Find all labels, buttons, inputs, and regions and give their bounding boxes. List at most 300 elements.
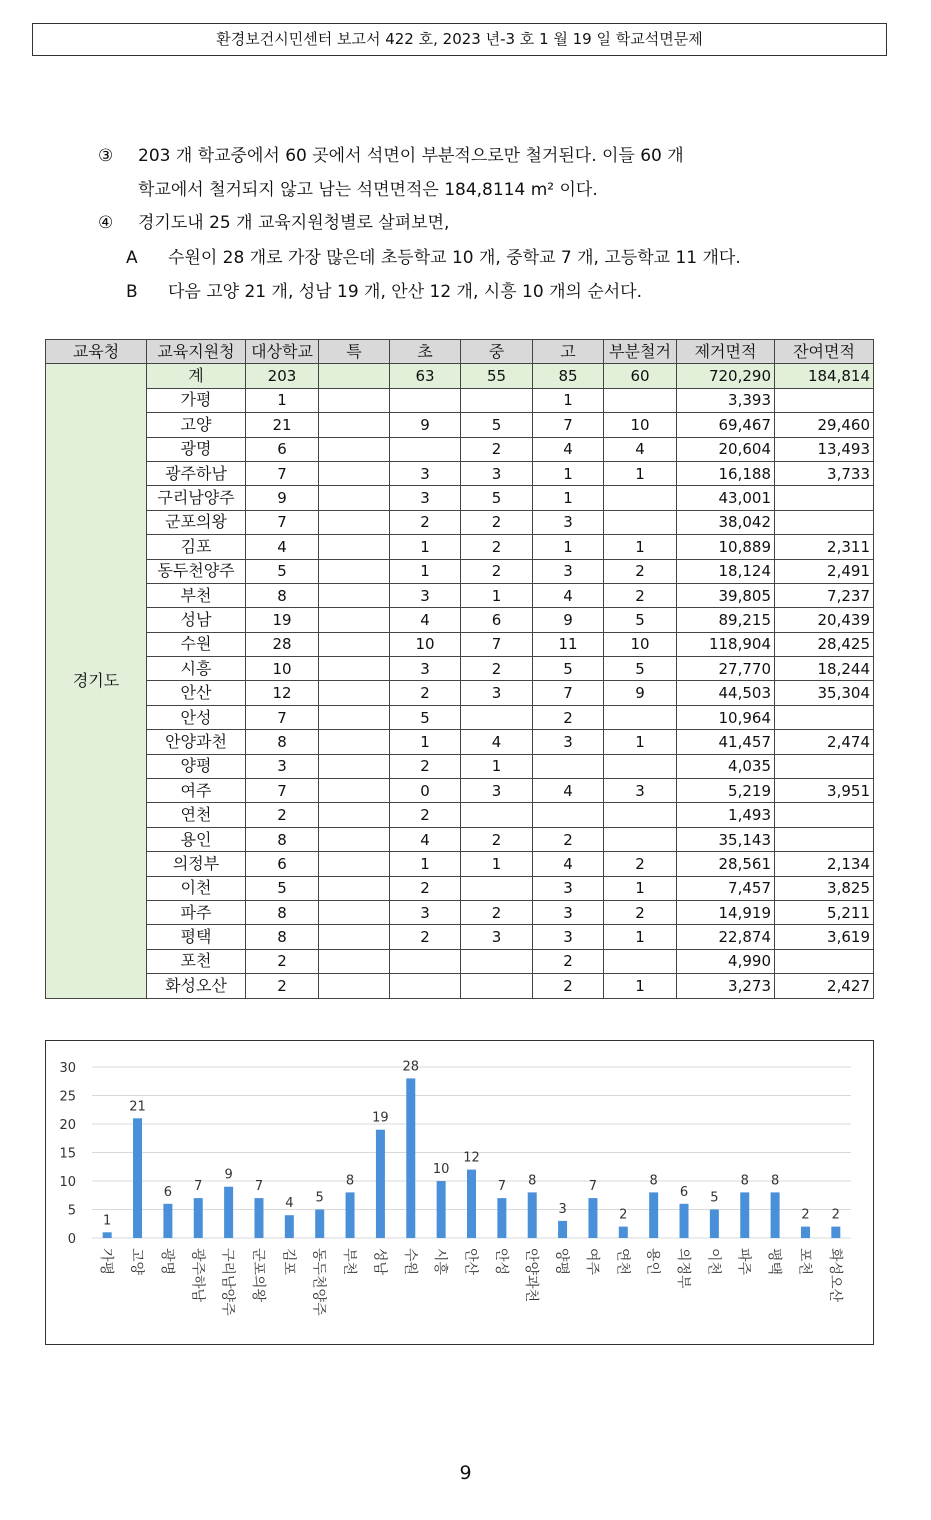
table-row xyxy=(46,705,874,729)
table-cell: 4,035 xyxy=(677,754,775,778)
table-row xyxy=(46,779,874,803)
table-cell xyxy=(319,900,390,924)
x-category-label: 김포 xyxy=(280,1248,297,1276)
table-row xyxy=(46,754,874,778)
x-category-label: 평택 xyxy=(766,1248,783,1276)
table-cell xyxy=(319,852,390,876)
bar-value-label: 12 xyxy=(463,1150,480,1166)
table-cell xyxy=(775,388,874,412)
table-cell: 2 xyxy=(533,827,604,851)
table-cell: 4 xyxy=(604,437,677,461)
table-cell xyxy=(319,876,390,900)
table-cell: 85 xyxy=(533,364,604,388)
district-name: 구리남양주 xyxy=(147,486,246,510)
table-cell: 3 xyxy=(533,900,604,924)
table-cell: 5 xyxy=(390,705,461,729)
table-cell: 10 xyxy=(390,632,461,656)
table-cell: 4 xyxy=(390,827,461,851)
table-cell xyxy=(319,486,390,510)
table-row xyxy=(46,974,874,998)
district-name: 여주 xyxy=(147,779,246,803)
table-cell xyxy=(390,949,461,973)
district-name: 광주하남 xyxy=(147,461,246,485)
table-cell xyxy=(390,974,461,998)
bar-value-label: 8 xyxy=(528,1173,537,1189)
table-cell xyxy=(461,949,533,973)
table-cell: 2 xyxy=(390,510,461,534)
bar-value-label: 19 xyxy=(372,1110,389,1126)
district-name: 부천 xyxy=(147,583,246,607)
table-cell xyxy=(461,388,533,412)
table-cell: 5 xyxy=(246,876,319,900)
bar xyxy=(680,1204,689,1238)
bar-value-label: 4 xyxy=(285,1196,294,1212)
table-cell xyxy=(319,535,390,559)
table-cell: 18,244 xyxy=(775,657,874,681)
table-cell: 184,814 xyxy=(775,364,874,388)
table-cell xyxy=(319,925,390,949)
district-name: 이천 xyxy=(147,876,246,900)
x-category-label: 화성오산 xyxy=(826,1248,843,1303)
table-cell: 1 xyxy=(604,535,677,559)
table-cell xyxy=(319,681,390,705)
table-cell xyxy=(461,803,533,827)
table-cell xyxy=(533,803,604,827)
table-cell: 12 xyxy=(246,681,319,705)
table-cell: 1 xyxy=(390,535,461,559)
bar xyxy=(771,1192,780,1238)
bar xyxy=(133,1118,142,1238)
table-cell xyxy=(775,949,874,973)
x-category-label: 양평 xyxy=(553,1248,570,1276)
table-cell xyxy=(319,657,390,681)
bar-value-label: 2 xyxy=(619,1207,628,1223)
table-cell: 1 xyxy=(533,461,604,485)
table-cell xyxy=(319,583,390,607)
table-cell: 2 xyxy=(533,974,604,998)
table-cell xyxy=(319,730,390,754)
table-cell: 5,219 xyxy=(677,779,775,803)
table-cell: 5,211 xyxy=(775,900,874,924)
table-cell: 7 xyxy=(246,510,319,534)
district-name: 가평 xyxy=(147,388,246,412)
table-cell: 3,825 xyxy=(775,876,874,900)
table-cell: 4 xyxy=(461,730,533,754)
bar xyxy=(285,1215,294,1238)
table-row xyxy=(46,681,874,705)
district-name: 동두천양주 xyxy=(147,559,246,583)
column-header: 초 xyxy=(390,340,461,364)
district-name: 평택 xyxy=(147,925,246,949)
table-cell: 0 xyxy=(390,779,461,803)
x-category-label: 포천 xyxy=(796,1248,813,1276)
bar xyxy=(831,1227,840,1238)
bar-value-label: 6 xyxy=(679,1184,689,1200)
table-cell: 2 xyxy=(246,974,319,998)
table-cell: 1 xyxy=(604,730,677,754)
bar xyxy=(649,1192,658,1238)
table-cell: 5 xyxy=(533,657,604,681)
table-row xyxy=(46,583,874,607)
table-row xyxy=(46,437,874,461)
schools-table xyxy=(45,339,874,999)
item-4-marker: ④ xyxy=(98,213,114,233)
table-cell: 203 xyxy=(246,364,319,388)
bar xyxy=(528,1192,537,1238)
bar xyxy=(558,1221,567,1238)
item-3-line-1: ③ 203 개 학교중에서 60 곳에서 석면이 부분적으로만 철거된다. 이들 60 개 xyxy=(98,146,684,166)
table-row xyxy=(46,852,874,876)
x-category-label: 가평 xyxy=(98,1248,115,1276)
table-cell: 3,393 xyxy=(677,388,775,412)
table-cell xyxy=(319,364,390,388)
table-cell: 4 xyxy=(533,852,604,876)
table-cell: 18,124 xyxy=(677,559,775,583)
table-cell: 2,134 xyxy=(775,852,874,876)
y-tick-label: 0 xyxy=(67,1232,76,1247)
district-name: 수원 xyxy=(147,632,246,656)
table-cell: 22,874 xyxy=(677,925,775,949)
table-row xyxy=(46,803,874,827)
table-cell: 63 xyxy=(390,364,461,388)
table-cell xyxy=(775,803,874,827)
table-cell: 27,770 xyxy=(677,657,775,681)
table-cell: 2 xyxy=(390,876,461,900)
table-row xyxy=(46,535,874,559)
table-cell: 20,439 xyxy=(775,608,874,632)
table-cell: 16,188 xyxy=(677,461,775,485)
table-cell: 5 xyxy=(461,413,533,437)
column-header: 교육지원청 xyxy=(147,340,246,364)
table-cell: 3 xyxy=(533,925,604,949)
region-cell: 경기도 xyxy=(46,364,147,998)
table-cell: 2 xyxy=(604,583,677,607)
district-name: 계 xyxy=(147,364,246,388)
table-cell: 2 xyxy=(390,803,461,827)
district-name: 파주 xyxy=(147,900,246,924)
y-tick-label: 10 xyxy=(59,1175,76,1190)
bar-value-label: 7 xyxy=(588,1179,598,1195)
table-cell: 4 xyxy=(533,779,604,803)
bar xyxy=(619,1227,628,1238)
table-cell: 2 xyxy=(390,754,461,778)
table-cell xyxy=(319,827,390,851)
x-category-label: 이천 xyxy=(705,1248,722,1276)
x-category-label: 동두천양주 xyxy=(310,1248,327,1316)
table-cell: 11 xyxy=(533,632,604,656)
table-cell: 2 xyxy=(246,803,319,827)
bar-value-label: 7 xyxy=(497,1179,507,1195)
table-row xyxy=(46,730,874,754)
table-cell xyxy=(775,705,874,729)
bar-value-label: 8 xyxy=(345,1173,355,1189)
item-4-line: ④ 경기도내 25 개 교육지원청별로 살펴보면, xyxy=(98,213,450,233)
table-row xyxy=(46,925,874,949)
bar xyxy=(437,1181,446,1238)
bar xyxy=(346,1192,355,1238)
bar-value-label: 21 xyxy=(129,1099,146,1115)
table-cell xyxy=(319,705,390,729)
table-cell: 8 xyxy=(246,730,319,754)
table-cell: 3 xyxy=(390,657,461,681)
table-cell: 3 xyxy=(461,925,533,949)
table-cell xyxy=(319,974,390,998)
bar-value-label: 10 xyxy=(432,1162,450,1177)
table-cell xyxy=(461,876,533,900)
table-cell: 38,042 xyxy=(677,510,775,534)
table-cell: 2 xyxy=(461,437,533,461)
table-cell: 2 xyxy=(461,900,533,924)
y-tick-label: 5 xyxy=(67,1203,76,1219)
bar xyxy=(710,1210,719,1239)
district-name: 시흥 xyxy=(147,657,246,681)
table-cell: 10 xyxy=(604,413,677,437)
table-cell: 2 xyxy=(604,559,677,583)
x-category-label: 안성 xyxy=(492,1248,509,1276)
table-cell xyxy=(604,803,677,827)
column-header: 중 xyxy=(461,340,533,364)
table-cell: 7 xyxy=(461,632,533,656)
table-row xyxy=(46,559,874,583)
bar xyxy=(315,1210,324,1239)
table-cell: 2 xyxy=(461,510,533,534)
table-cell xyxy=(461,974,533,998)
x-category-label: 광명 xyxy=(158,1248,175,1276)
table-cell: 9 xyxy=(246,486,319,510)
table-cell xyxy=(319,949,390,973)
table-cell xyxy=(319,388,390,412)
table-cell: 3 xyxy=(533,730,604,754)
table-cell: 39,805 xyxy=(677,583,775,607)
table-row xyxy=(46,388,874,412)
item-3-marker: ③ xyxy=(98,146,114,166)
x-category-label: 의정부 xyxy=(675,1248,692,1289)
table-cell xyxy=(319,632,390,656)
table-cell: 35,304 xyxy=(775,681,874,705)
bar-value-label: 6 xyxy=(163,1184,173,1200)
bar-value-label: 9 xyxy=(224,1167,233,1183)
table-cell xyxy=(604,754,677,778)
table-cell: 3 xyxy=(390,486,461,510)
x-category-label: 부천 xyxy=(341,1248,358,1276)
table-cell: 7 xyxy=(533,413,604,437)
table-cell: 43,001 xyxy=(677,486,775,510)
column-header: 교육청 xyxy=(46,340,147,364)
table-cell: 9 xyxy=(604,681,677,705)
x-category-label: 구리남양주 xyxy=(219,1248,236,1316)
table-cell: 118,904 xyxy=(677,632,775,656)
table-cell: 35,143 xyxy=(677,827,775,851)
district-name: 의정부 xyxy=(147,852,246,876)
table-cell: 19 xyxy=(246,608,319,632)
table-cell: 2 xyxy=(461,657,533,681)
table-cell: 1 xyxy=(461,583,533,607)
district-name: 안산 xyxy=(147,681,246,705)
bar xyxy=(163,1204,172,1238)
table-cell: 1 xyxy=(604,876,677,900)
table-cell: 10,889 xyxy=(677,535,775,559)
table-cell: 1 xyxy=(461,852,533,876)
table-cell: 1 xyxy=(604,925,677,949)
x-category-label: 시흥 xyxy=(432,1248,449,1276)
table-cell: 4 xyxy=(246,535,319,559)
item-a-marker: A xyxy=(126,248,138,268)
district-name: 포천 xyxy=(147,949,246,973)
district-name: 안양과천 xyxy=(147,730,246,754)
x-category-label: 안산 xyxy=(462,1248,479,1276)
table-cell: 28 xyxy=(246,632,319,656)
table-row xyxy=(46,510,874,534)
x-category-label: 안양과천 xyxy=(523,1248,540,1303)
table-cell: 4 xyxy=(390,608,461,632)
table-cell xyxy=(390,388,461,412)
table-cell xyxy=(775,486,874,510)
table-cell: 3 xyxy=(604,779,677,803)
table-cell xyxy=(390,437,461,461)
table-cell: 10 xyxy=(246,657,319,681)
table-cell: 1 xyxy=(533,486,604,510)
bar-value-label: 5 xyxy=(710,1190,719,1206)
table-cell: 8 xyxy=(246,900,319,924)
table-cell: 28,561 xyxy=(677,852,775,876)
table-row xyxy=(46,827,874,851)
table-row xyxy=(46,657,874,681)
table-cell: 13,493 xyxy=(775,437,874,461)
table-cell: 2 xyxy=(461,827,533,851)
bar xyxy=(103,1232,112,1238)
table-cell: 89,215 xyxy=(677,608,775,632)
x-category-label: 수원 xyxy=(401,1248,418,1276)
bar-value-label: 8 xyxy=(770,1173,780,1189)
column-header: 대상학교 xyxy=(246,340,319,364)
table-cell: 3 xyxy=(533,510,604,534)
table-cell xyxy=(319,803,390,827)
table-row xyxy=(46,413,874,437)
bar-value-label: 5 xyxy=(315,1190,324,1206)
table-cell: 1 xyxy=(390,559,461,583)
x-category-label: 연천 xyxy=(614,1248,631,1276)
table-cell: 5 xyxy=(604,608,677,632)
table-row xyxy=(46,949,874,973)
table-cell: 3 xyxy=(461,681,533,705)
table-cell: 2 xyxy=(461,559,533,583)
table-cell: 3 xyxy=(461,779,533,803)
table-cell: 3 xyxy=(533,559,604,583)
x-category-label: 성남 xyxy=(371,1248,388,1276)
table-cell: 7 xyxy=(533,681,604,705)
district-name: 성남 xyxy=(147,608,246,632)
table-cell: 2 xyxy=(533,705,604,729)
bar-value-label: 2 xyxy=(831,1207,840,1223)
bar xyxy=(497,1198,506,1238)
table-cell: 10,964 xyxy=(677,705,775,729)
bar-value-label: 2 xyxy=(801,1207,810,1223)
table-cell xyxy=(775,754,874,778)
table-cell: 2 xyxy=(533,949,604,973)
table-cell: 2,491 xyxy=(775,559,874,583)
table-cell: 3,733 xyxy=(775,461,874,485)
column-header: 특 xyxy=(319,340,390,364)
table-cell: 28,425 xyxy=(775,632,874,656)
district-name: 연천 xyxy=(147,803,246,827)
item-a-line: A 수원이 28 개로 가장 많은데 초등학교 10 개, 중학교 7 개, 고등학교 11 개다. xyxy=(126,248,741,268)
table-cell: 41,457 xyxy=(677,730,775,754)
table-row xyxy=(46,876,874,900)
table-cell xyxy=(775,510,874,534)
table-cell: 4 xyxy=(533,583,604,607)
district-name: 고양 xyxy=(147,413,246,437)
table-cell: 2,427 xyxy=(775,974,874,998)
bar-value-label: 28 xyxy=(402,1059,420,1075)
table-cell: 6 xyxy=(246,852,319,876)
table-cell: 3 xyxy=(461,461,533,485)
table-row xyxy=(46,632,874,656)
table-cell xyxy=(604,486,677,510)
district-name: 광명 xyxy=(147,437,246,461)
table-cell: 3 xyxy=(390,461,461,485)
table-cell xyxy=(319,461,390,485)
item-3-line-2: 학교에서 철거되지 않고 남는 석면면적은 184,8114 m² 이다. xyxy=(138,180,598,200)
district-name: 화성오산 xyxy=(147,974,246,998)
table-cell: 2 xyxy=(246,949,319,973)
table-row xyxy=(46,900,874,924)
table-cell: 21 xyxy=(246,413,319,437)
table-cell: 8 xyxy=(246,583,319,607)
table-cell: 60 xyxy=(604,364,677,388)
table-cell: 2 xyxy=(604,900,677,924)
bar-value-label: 3 xyxy=(558,1201,567,1217)
y-tick-label: 30 xyxy=(59,1061,76,1076)
table-cell: 29,460 xyxy=(775,413,874,437)
bar-chart xyxy=(45,1040,874,1345)
table-cell: 3 xyxy=(246,754,319,778)
table-cell xyxy=(319,413,390,437)
table-cell: 5 xyxy=(246,559,319,583)
x-category-label: 파주 xyxy=(735,1248,752,1276)
table-cell: 14,919 xyxy=(677,900,775,924)
table-cell: 55 xyxy=(461,364,533,388)
table-cell xyxy=(604,510,677,534)
table-cell: 1 xyxy=(533,388,604,412)
table-cell: 1 xyxy=(533,535,604,559)
table-cell: 20,604 xyxy=(677,437,775,461)
table-cell: 1,493 xyxy=(677,803,775,827)
table-cell: 7,457 xyxy=(677,876,775,900)
table-cell: 2,311 xyxy=(775,535,874,559)
bar-chart-svg xyxy=(46,1041,873,1344)
table-cell: 3,619 xyxy=(775,925,874,949)
district-name: 안성 xyxy=(147,705,246,729)
table-cell xyxy=(604,388,677,412)
bar-value-label: 8 xyxy=(740,1173,749,1189)
table-cell: 6 xyxy=(461,608,533,632)
table-cell: 7 xyxy=(246,461,319,485)
table-cell: 5 xyxy=(461,486,533,510)
bar-value-label: 1 xyxy=(103,1213,112,1229)
bar-value-label: 7 xyxy=(254,1179,264,1195)
table-cell: 10 xyxy=(604,632,677,656)
table-row xyxy=(46,608,874,632)
page-number: 9 xyxy=(459,1462,472,1484)
column-header: 부분철거 xyxy=(604,340,677,364)
item-b-marker: B xyxy=(126,282,138,302)
table-cell: 720,290 xyxy=(677,364,775,388)
bar xyxy=(801,1227,810,1238)
total-row xyxy=(46,364,874,388)
table-cell xyxy=(319,437,390,461)
bar xyxy=(406,1078,415,1238)
x-category-label: 군포의왕 xyxy=(249,1248,266,1303)
